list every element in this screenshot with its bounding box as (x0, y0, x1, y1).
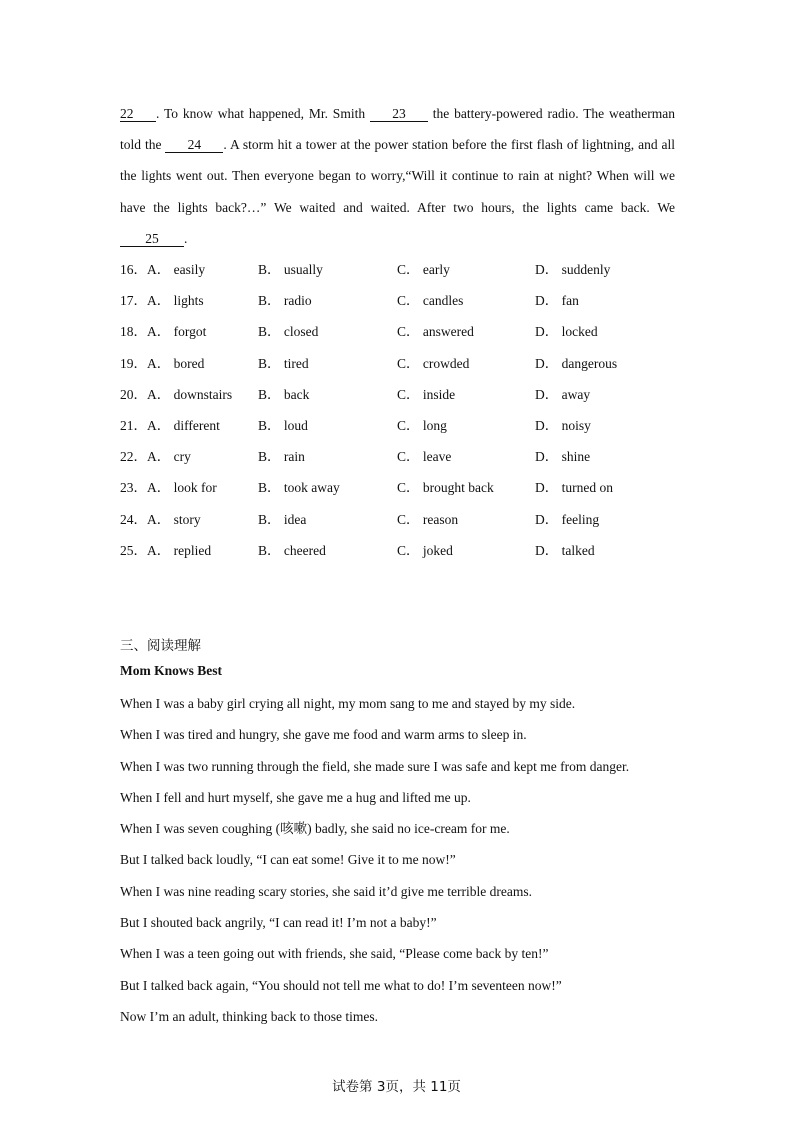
question-number: 19． (120, 355, 147, 371)
passage-part-2: the battery-powered radio. The weatherman told the (120, 106, 675, 153)
question-number: 23． (120, 480, 147, 496)
option-c: C． joked (397, 542, 453, 558)
question-row (120, 379, 680, 410)
cloze-passage (120, 98, 675, 254)
option-b: B． took away (258, 480, 340, 496)
question-row (120, 410, 680, 441)
option-d: D． suddenly (535, 262, 611, 277)
option-d: D． talked (535, 542, 595, 558)
reading-line: When I was nine reading scary stories, she said it’d give me terrible dreams. (120, 883, 532, 899)
option-a: A． look for (147, 480, 217, 496)
passage-part-3: . A storm hit a tower at the power station before the first flash of lightning, and all the lights went out. Then everyone began to worry,“Will it continue to rain at night? When will we have the lights back?…” We waited and waited. After two hours, the lights came back. We (120, 137, 676, 215)
section-heading: 三、阅读理解 (120, 638, 201, 654)
blank-24: 24 (165, 137, 223, 153)
option-c: C． long (397, 417, 447, 433)
option-a: A． story (147, 511, 201, 527)
option-c: C． answered (397, 324, 474, 340)
option-b: B． radio (258, 293, 312, 309)
option-b: B． idea (258, 511, 307, 527)
option-a: A． different (147, 417, 220, 433)
blank-22: 22 (120, 106, 156, 122)
option-a: A． easily (147, 262, 206, 277)
question-number: 25． (120, 542, 147, 558)
question-row (120, 535, 680, 566)
option-d: D． locked (535, 324, 598, 340)
option-a: A． replied (147, 542, 212, 558)
option-c: C． reason (397, 511, 459, 527)
option-d: D． feeling (535, 511, 600, 527)
option-c: C． candles (397, 293, 464, 309)
option-b: B． loud (258, 417, 308, 433)
option-a: A． lights (147, 293, 204, 309)
answer-options (120, 254, 680, 566)
option-b: B． usually (258, 262, 323, 277)
option-a: A． cry (147, 449, 191, 465)
reading-line: When I was seven coughing (咳嗽) badly, she said no ice-cream for me. (120, 821, 510, 837)
question-row (120, 285, 680, 316)
blank-23: 23 (370, 106, 428, 122)
reading-line: When I was a teen going out with friends, she said, “Please come back by ten!” (120, 946, 549, 962)
question-number: 16． (120, 262, 147, 277)
option-a: A． downstairs (147, 386, 233, 402)
reading-line: Now I’m an adult, thinking back to those times. (120, 1008, 378, 1024)
passage-part-1: . To know what happened, Mr. Smith (156, 106, 366, 121)
question-row (120, 504, 680, 535)
option-a: A． forgot (147, 324, 207, 340)
option-b: B． closed (258, 324, 319, 340)
reading-line: But I talked back again, “You should not tell me what to do! I’m seventeen now!” (120, 977, 562, 993)
option-c: C． leave (397, 449, 452, 465)
reading-line: When I was two running through the field, she made sure I was safe and kept me from danger. (120, 758, 630, 774)
reading-passage (120, 688, 680, 1032)
option-b: B． rain (258, 449, 305, 465)
passage-part-4: . (184, 230, 188, 246)
reading-line: But I talked back loudly, “I can eat some! Give it to me now!” (120, 852, 456, 868)
option-a: A． bored (147, 355, 205, 371)
passage-text (120, 98, 675, 254)
reading-line: When I fell and hurt myself, she gave me a hug and lifted me up. (120, 789, 471, 805)
question-number: 22． (120, 449, 147, 465)
option-d: D． shine (535, 449, 591, 465)
option-c: C． brought back (397, 480, 494, 496)
question-row (120, 441, 680, 472)
option-c: C． crowded (397, 355, 470, 371)
question-number: 21． (120, 417, 147, 433)
option-d: D． away (535, 386, 591, 402)
option-b: B． cheered (258, 542, 326, 558)
reading-line: When I was a baby girl crying all night, my mom sang to me and stayed by my side. (120, 696, 576, 711)
option-c: C． early (397, 262, 450, 277)
question-row (120, 254, 680, 285)
option-d: D． dangerous (535, 355, 618, 371)
reading-line: When I was tired and hungry, she gave me food and warm arms to sleep in. (120, 727, 527, 743)
option-d: D． turned on (535, 480, 613, 496)
question-number: 17． (120, 293, 147, 309)
option-d: D． noisy (535, 417, 591, 433)
page-footer: 试卷第 3页，共 11页 (332, 1079, 461, 1095)
question-number: 18． (120, 324, 147, 340)
option-b: B． tired (258, 355, 309, 371)
option-c: C． inside (397, 386, 456, 402)
option-d: D． fan (535, 293, 579, 309)
question-number: 20． (120, 386, 147, 402)
reading-title: Mom Knows Best (120, 663, 222, 678)
question-row (120, 472, 680, 503)
question-row (120, 348, 680, 379)
question-row (120, 316, 680, 347)
reading-line: But I shouted back angrily, “I can read it! I’m not a baby!” (120, 915, 437, 931)
question-number: 24． (120, 511, 147, 527)
option-b: B． back (258, 386, 310, 402)
blank-25: 25 (120, 231, 184, 247)
